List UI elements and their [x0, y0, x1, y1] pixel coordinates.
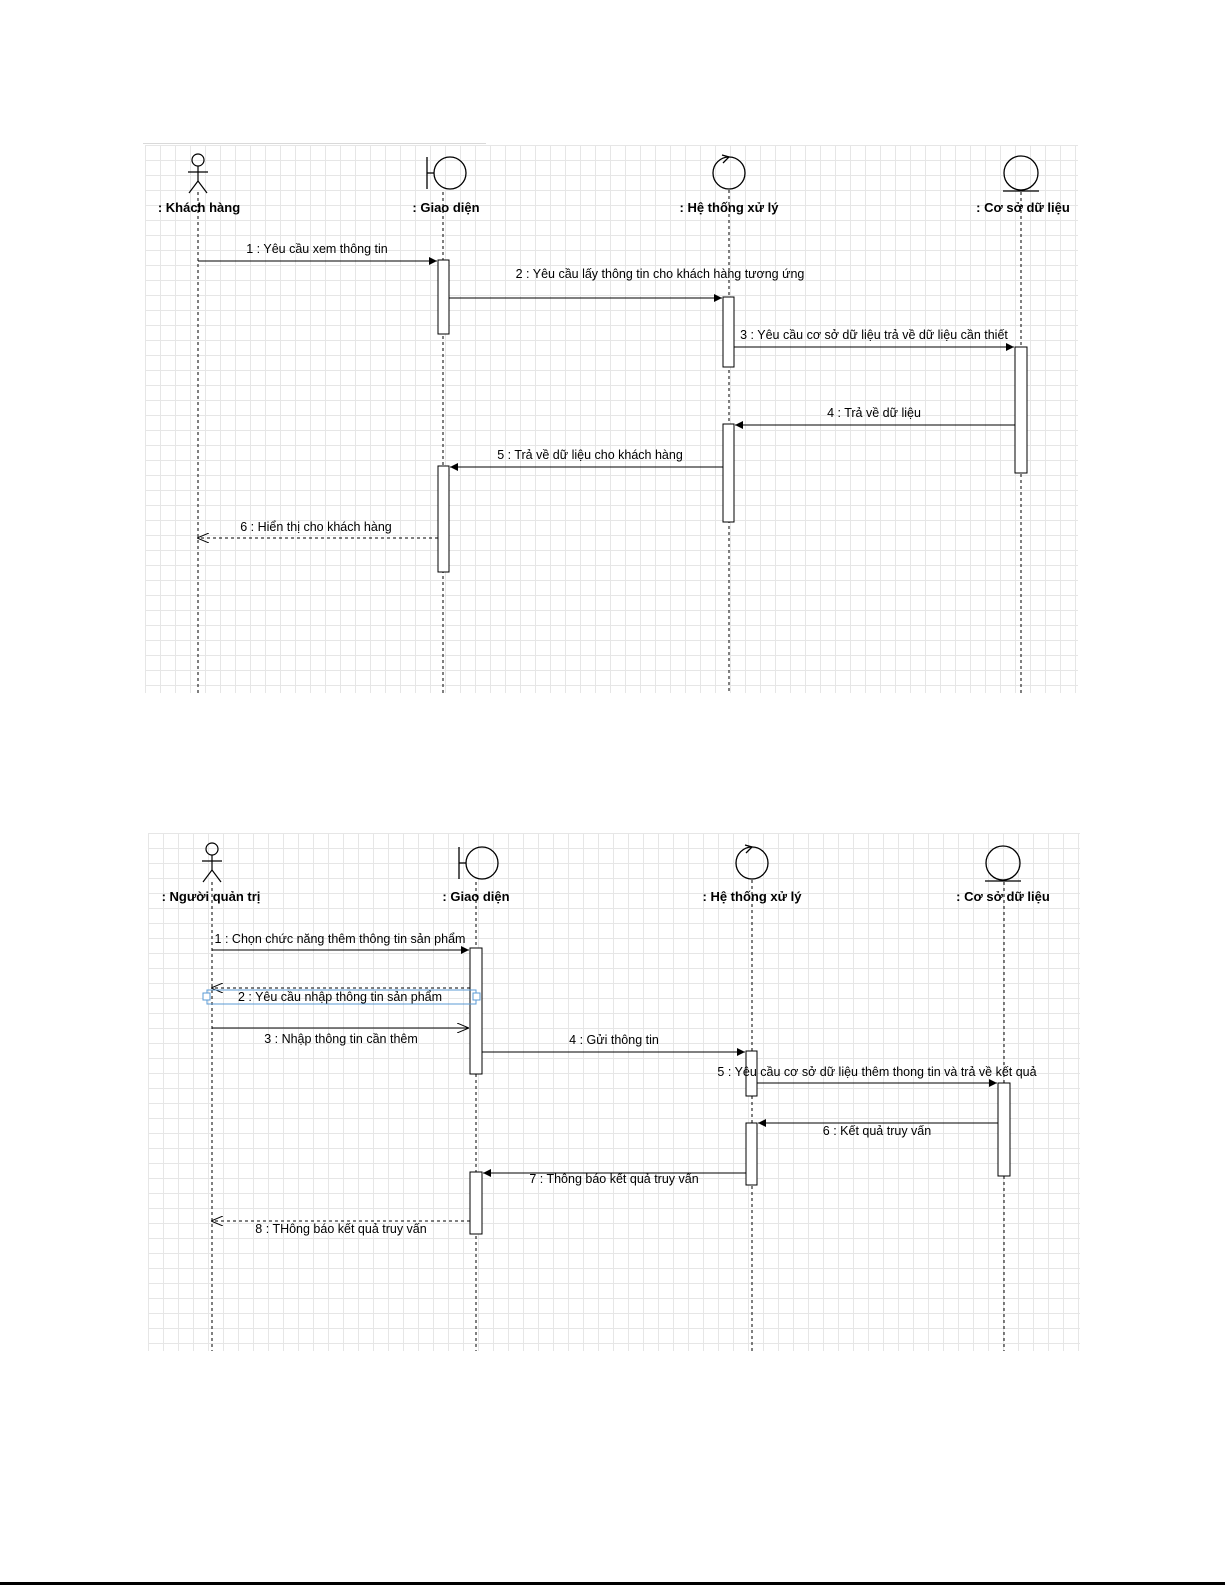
message-label-selected[interactable]: 2 : Yêu cầu nhập thông tin sản phẩm	[237, 990, 443, 1004]
activation-bar[interactable]	[723, 424, 734, 522]
activation-bar[interactable]	[1015, 347, 1027, 473]
activation-bar[interactable]	[998, 1083, 1010, 1176]
message-label: 6 : Hiển thị cho khách hàng	[240, 520, 392, 534]
control-icon[interactable]	[713, 155, 745, 189]
actor-label-customer: : Khách hàng	[157, 200, 241, 215]
boundary-icon[interactable]	[427, 157, 466, 189]
diagram-1	[158, 154, 1070, 693]
message-label: 8 : THông báo kết quả truy vấn	[255, 1222, 427, 1236]
message-label: 6 : Kết quả truy vấn	[822, 1124, 932, 1138]
actor-icon[interactable]	[188, 154, 208, 193]
message-label: 4 : Trả về dữ liệu	[827, 406, 921, 420]
message-label: 2 : Yêu cầu lấy thông tin cho khách hàng tương ứng	[515, 267, 805, 281]
actor-label-database: : Cơ sở dữ liệu	[976, 200, 1070, 215]
actor-label-interface: : Giao diện	[412, 200, 480, 215]
actor-label-processing-system: : Hệ thống xử lý	[702, 889, 802, 904]
message-label: 4 : Gửi thông tin	[569, 1033, 659, 1047]
message-label: 7 : Thông báo kết quả truy vấn	[529, 1172, 699, 1186]
message-label: 1 : Yêu cầu xem thông tin	[246, 242, 388, 256]
activation-bar[interactable]	[723, 297, 734, 367]
activation-bar[interactable]	[746, 1123, 757, 1185]
activation-bar[interactable]	[470, 1172, 482, 1234]
diagram-2	[162, 843, 1050, 1351]
actor-icon[interactable]	[202, 843, 222, 882]
actor-label-administrator: : Người quản trị	[161, 889, 261, 904]
actor-label-interface: : Giao diện	[442, 889, 510, 904]
activation-bar[interactable]	[438, 466, 449, 572]
message-label: 3 : Yêu cầu cơ sở dữ liệu trả về dữ liệu cần thiết	[740, 328, 1008, 342]
message-label: 5 : Yêu cầu cơ sở dữ liệu thêm thong tin và trả về kết quả	[717, 1065, 1037, 1079]
control-icon[interactable]	[736, 845, 768, 879]
activation-bar[interactable]	[470, 948, 482, 1074]
message-label: 1 : Chọn chức năng thêm thông tin sản phẩm	[214, 932, 466, 946]
actor-label-database: : Cơ sở dữ liệu	[956, 889, 1050, 904]
entity-icon[interactable]	[1003, 156, 1039, 191]
boundary-icon[interactable]	[459, 847, 498, 879]
message-label: 3 : Nhập thông tin cần thêm	[264, 1032, 418, 1046]
message-label: 5 : Trả về dữ liệu cho khách hàng	[497, 448, 683, 462]
entity-icon[interactable]	[985, 846, 1021, 881]
actor-label-processing-system: : Hệ thống xử lý	[679, 200, 779, 215]
activation-bar[interactable]	[438, 260, 449, 334]
